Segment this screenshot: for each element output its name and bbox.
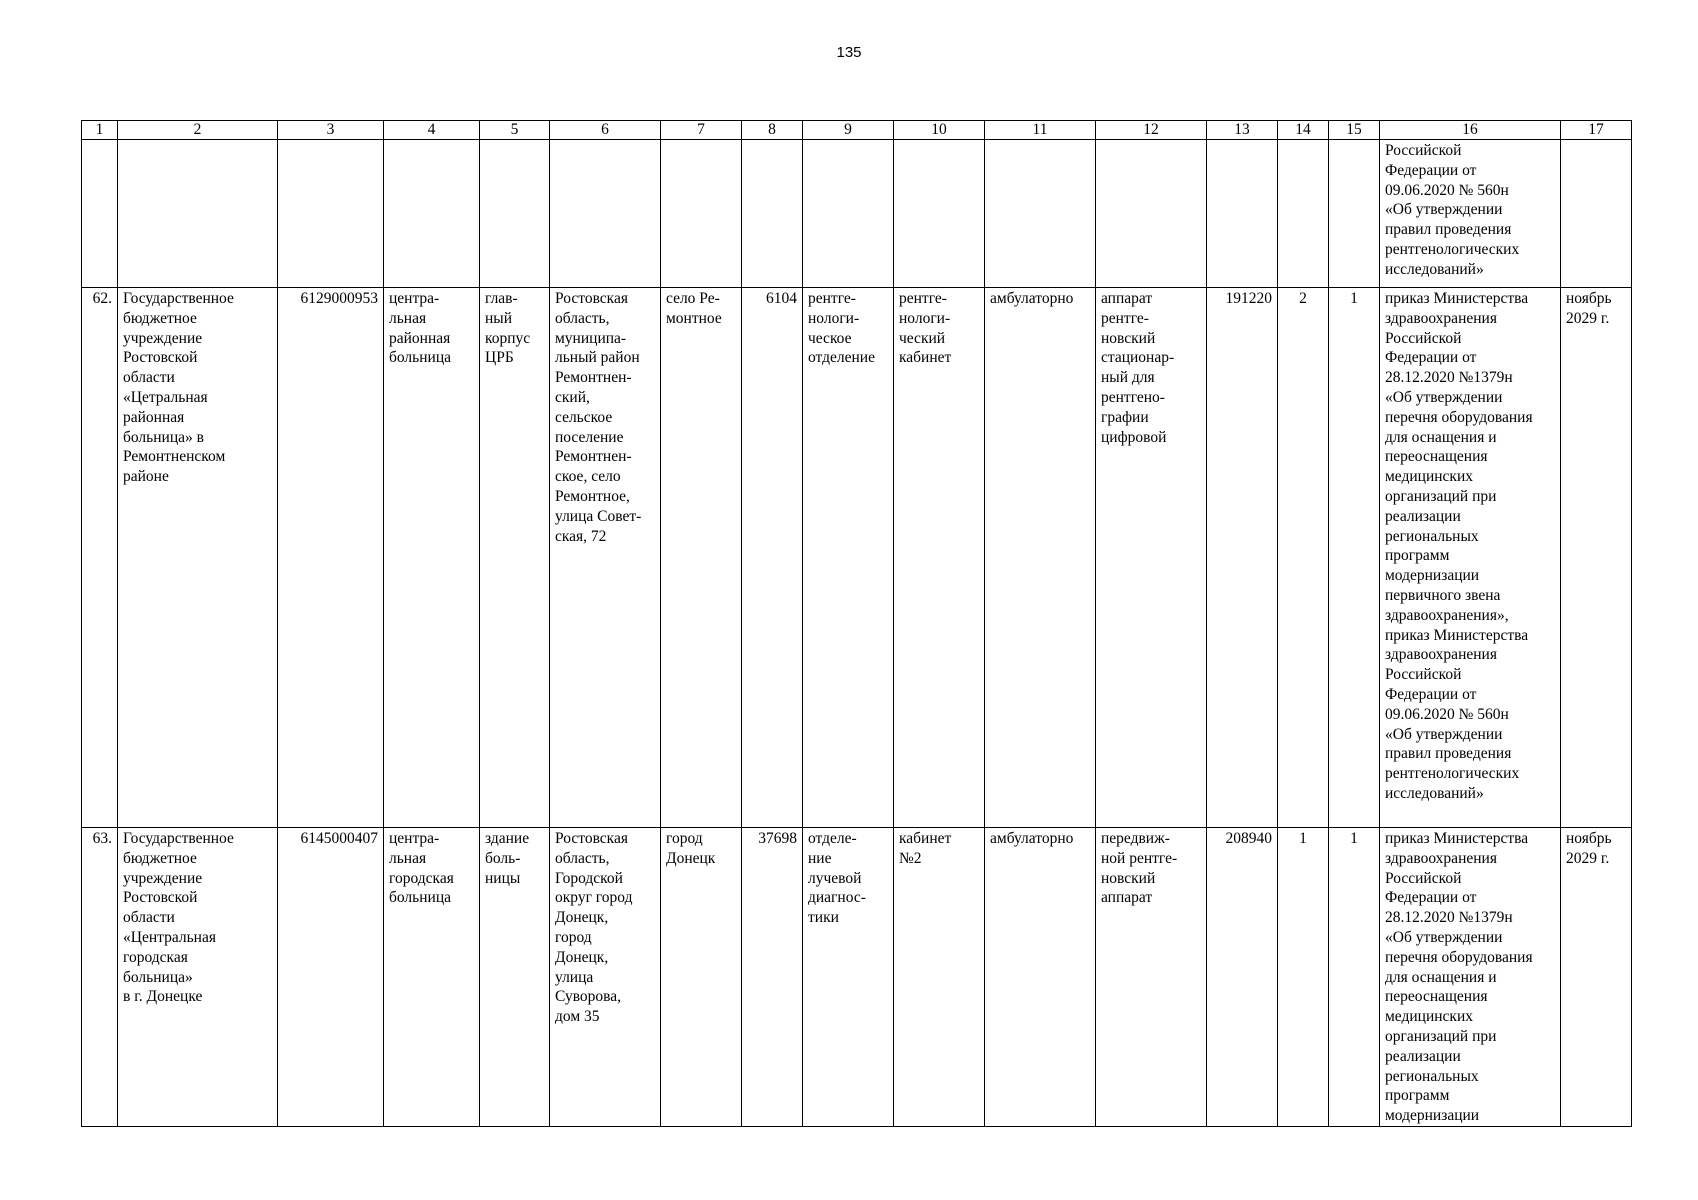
cell-line: ческий bbox=[899, 329, 946, 347]
cell-line: корпус bbox=[485, 329, 531, 347]
cell-line: ный для bbox=[1101, 369, 1155, 387]
cell-line: ние bbox=[808, 849, 832, 867]
cell-line: учреждение bbox=[123, 869, 203, 887]
cell-line: кабинет bbox=[899, 349, 952, 367]
cell-line: 28.12.2020 №1379н bbox=[1385, 909, 1513, 927]
cell-line: Суворова, bbox=[555, 988, 622, 1006]
cell-line: районе bbox=[123, 468, 169, 486]
cell-line: Ремонтнен- bbox=[555, 369, 632, 387]
cell-line: здравоохранения bbox=[1385, 646, 1497, 664]
cell-line: ноябрь bbox=[1566, 830, 1612, 847]
cell-line: Государственное bbox=[123, 830, 234, 847]
cell-line: город bbox=[666, 830, 703, 847]
cell-line: Городской bbox=[555, 869, 623, 887]
cell-line: Федерации от bbox=[1385, 349, 1477, 367]
cell-line: программ bbox=[1385, 1087, 1450, 1105]
cell-count bbox=[1329, 140, 1380, 288]
cell-line: №2 bbox=[899, 849, 922, 867]
cell-line: новский bbox=[1101, 329, 1156, 347]
cell-line: муниципа- bbox=[555, 329, 627, 347]
cell-line: город bbox=[555, 928, 592, 946]
cell-line: нологи- bbox=[808, 309, 860, 327]
cell-line: Ремонтнен- bbox=[555, 448, 632, 466]
cell-department bbox=[803, 828, 894, 1127]
cell-line: 6104 bbox=[766, 290, 797, 307]
cell-line: 1 bbox=[1350, 290, 1358, 307]
cell-line: «Центральная bbox=[123, 928, 216, 946]
cell-address bbox=[550, 140, 661, 288]
cell-line: ческое bbox=[808, 329, 852, 347]
cell-line: дом 35 bbox=[555, 1008, 600, 1026]
cell-line: село Ре- bbox=[666, 290, 720, 307]
cell-count bbox=[1329, 828, 1380, 1127]
cell-line: «Об утверждении bbox=[1385, 928, 1503, 946]
cell-building bbox=[480, 288, 550, 828]
cell-department bbox=[803, 288, 894, 828]
cell-line: ноябрь bbox=[1566, 290, 1612, 307]
cell-line: рентге- bbox=[1101, 309, 1149, 327]
cell-line: перечня оборудования bbox=[1385, 408, 1533, 426]
cell-line: Российской bbox=[1385, 666, 1462, 684]
cell-locality bbox=[661, 828, 742, 1127]
cell-institution-type bbox=[384, 288, 480, 828]
cell-line: учреждение bbox=[123, 329, 203, 347]
cell-line: улица Совет- bbox=[555, 507, 642, 525]
cell-line: приказ Министерства bbox=[1385, 626, 1529, 644]
cell-address bbox=[550, 828, 661, 1127]
cell-line: 09.06.2020 № 560н bbox=[1385, 705, 1509, 723]
column-header: 14 bbox=[1278, 121, 1329, 140]
cell-line: Донецк, bbox=[555, 948, 609, 966]
column-header: 10 bbox=[894, 121, 985, 140]
cell-quantity bbox=[1278, 828, 1329, 1127]
table-row bbox=[82, 828, 1632, 1127]
cell-line: приказ Министерства bbox=[1385, 830, 1529, 847]
column-header: 2 bbox=[118, 121, 278, 140]
cell-institution-type bbox=[384, 140, 480, 288]
cell-line: аппарат bbox=[1101, 290, 1153, 307]
cell-line: амбулаторно bbox=[990, 290, 1074, 307]
column-header: 3 bbox=[278, 121, 384, 140]
cell-line: ский, bbox=[555, 388, 590, 406]
cell-line: глав- bbox=[485, 290, 518, 307]
cell-line: для оснащения и bbox=[1385, 428, 1497, 446]
cell-line: 6129000953 bbox=[300, 290, 378, 307]
cell-line: улица bbox=[555, 968, 594, 986]
cell-line: 191220 bbox=[1225, 290, 1272, 307]
cell-line: Российской bbox=[1385, 142, 1462, 159]
cell-equipment bbox=[1096, 828, 1207, 1127]
cell-line: сельское bbox=[555, 408, 613, 426]
cell-equipment bbox=[1096, 140, 1207, 288]
cell-line: льная bbox=[389, 849, 427, 867]
cell-line: ный bbox=[485, 309, 513, 327]
cell-line: здание bbox=[485, 830, 530, 847]
cell-institution-name bbox=[118, 828, 278, 1127]
cell-line: реализации bbox=[1385, 507, 1461, 525]
cell-line: районная bbox=[389, 329, 451, 347]
cell-line: 2029 г. bbox=[1566, 849, 1610, 867]
cell-line: здравоохранения», bbox=[1385, 606, 1509, 624]
cell-deadline bbox=[1561, 828, 1632, 1127]
column-header: 9 bbox=[803, 121, 894, 140]
cell-institution-type bbox=[384, 828, 480, 1127]
cell-line: 2029 г. bbox=[1566, 309, 1610, 327]
cell-line: 28.12.2020 №1379н bbox=[1385, 369, 1513, 387]
cell-line: ЦРБ bbox=[485, 349, 514, 367]
cell-line: монтное bbox=[666, 309, 722, 327]
cell-line: кабинет bbox=[899, 830, 952, 847]
cell-line: Донецк, bbox=[555, 909, 609, 927]
cell-count bbox=[1329, 288, 1380, 828]
cell-line: тики bbox=[808, 909, 839, 927]
cell-line: больница bbox=[389, 889, 451, 907]
cell-line: поселение bbox=[555, 428, 624, 446]
cell-population bbox=[742, 288, 803, 828]
cell-line: медицинских bbox=[1385, 1008, 1474, 1026]
cell-line: правил проведения bbox=[1385, 745, 1512, 763]
cell-line: ская, 72 bbox=[555, 527, 607, 545]
cell-deadline bbox=[1561, 288, 1632, 828]
cell-line: правил проведения bbox=[1385, 221, 1512, 239]
cell-line: бюджетное bbox=[123, 849, 197, 867]
cell-line: здравоохранения bbox=[1385, 309, 1497, 327]
cell-quantity bbox=[1278, 140, 1329, 288]
page-number: 135 bbox=[836, 44, 862, 61]
cell-line: «Об утверждении bbox=[1385, 388, 1503, 406]
column-header: 8 bbox=[742, 121, 803, 140]
cell-line: 63. bbox=[92, 830, 112, 847]
cell-legal-basis bbox=[1380, 140, 1561, 288]
cell-legal-basis bbox=[1380, 288, 1561, 828]
cell-population bbox=[742, 140, 803, 288]
cell-line: цифровой bbox=[1101, 428, 1167, 446]
cell-line: 1 bbox=[1299, 830, 1307, 847]
cell-line: область, bbox=[555, 309, 610, 327]
cell-line: переоснащения bbox=[1385, 988, 1488, 1006]
cell-room bbox=[894, 288, 985, 828]
cell-line: лучевой bbox=[808, 869, 862, 887]
cell-line: льный район bbox=[555, 349, 640, 367]
cell-line: рентге- bbox=[899, 290, 947, 307]
cell-line: 09.06.2020 № 560н bbox=[1385, 181, 1509, 199]
table-row bbox=[82, 140, 1632, 288]
cell-line: Федерации от bbox=[1385, 685, 1477, 703]
cell-line: программ bbox=[1385, 547, 1450, 565]
cell-line: область, bbox=[555, 849, 610, 867]
cell-line: Ремонтное, bbox=[555, 487, 630, 505]
cell-building bbox=[480, 828, 550, 1127]
cell-line: рентге- bbox=[808, 290, 856, 307]
cell-institution-name bbox=[118, 140, 278, 288]
cell-line: «Цетральная bbox=[123, 388, 208, 406]
cell-line: аппарат bbox=[1101, 889, 1153, 907]
cell-line: центра- bbox=[389, 290, 440, 307]
cell-line: организаций при bbox=[1385, 1027, 1497, 1045]
cell-quantity bbox=[1278, 288, 1329, 828]
cell-line: здравоохранения bbox=[1385, 849, 1497, 867]
cell-department bbox=[803, 140, 894, 288]
cell-inn bbox=[278, 288, 384, 828]
cell-line: графии bbox=[1101, 408, 1149, 426]
cell-line: стационар- bbox=[1101, 349, 1175, 367]
column-header: 11 bbox=[985, 121, 1096, 140]
cell-line: льная bbox=[389, 309, 427, 327]
cell-line: Федерации от bbox=[1385, 889, 1477, 907]
cell-line: 2 bbox=[1299, 290, 1307, 307]
cell-line: 208940 bbox=[1225, 830, 1272, 847]
cell-line: «Об утверждении bbox=[1385, 725, 1503, 743]
cell-row-number bbox=[82, 288, 118, 828]
cell-line: отделение bbox=[808, 349, 875, 367]
cell-care-mode bbox=[985, 288, 1096, 828]
cell-line: городская bbox=[123, 948, 188, 966]
cell-line: городская bbox=[389, 869, 454, 887]
cell-row-number bbox=[82, 828, 118, 1127]
cell-line: ной рентге- bbox=[1101, 849, 1178, 867]
cell-line: рентгенологических bbox=[1385, 765, 1520, 783]
cell-line: перечня оборудования bbox=[1385, 948, 1533, 966]
cell-care-mode bbox=[985, 140, 1096, 288]
cell-line: 37698 bbox=[758, 830, 797, 847]
cell-care-mode bbox=[985, 828, 1096, 1127]
cell-locality bbox=[661, 288, 742, 828]
cell-line: модернизации bbox=[1385, 567, 1480, 585]
column-header: 17 bbox=[1561, 121, 1632, 140]
cell-line: организаций при bbox=[1385, 487, 1497, 505]
cell-line: региональных bbox=[1385, 1067, 1479, 1085]
cell-line: 62. bbox=[92, 290, 112, 307]
cell-line: Ростовская bbox=[555, 830, 628, 847]
cell-cost bbox=[1207, 288, 1278, 828]
cell-line: бюджетное bbox=[123, 309, 197, 327]
cell-line: районная bbox=[123, 408, 185, 426]
cell-line: Российской bbox=[1385, 329, 1462, 347]
cell-line: области bbox=[123, 369, 175, 387]
cell-line: модернизации bbox=[1385, 1107, 1480, 1125]
cell-building bbox=[480, 140, 550, 288]
table-row bbox=[82, 288, 1632, 828]
cell-line: центра- bbox=[389, 830, 440, 847]
cell-line: амбулаторно bbox=[990, 830, 1074, 847]
cell-line: переоснащения bbox=[1385, 448, 1488, 466]
cell-line: Государственное bbox=[123, 290, 234, 307]
cell-cost bbox=[1207, 828, 1278, 1127]
cell-locality bbox=[661, 140, 742, 288]
cell-line: больница» bbox=[123, 968, 193, 986]
cell-address bbox=[550, 288, 661, 828]
cell-deadline bbox=[1561, 140, 1632, 288]
column-header: 16 bbox=[1380, 121, 1561, 140]
column-header: 15 bbox=[1329, 121, 1380, 140]
column-header: 5 bbox=[480, 121, 550, 140]
cell-line: исследований» bbox=[1385, 260, 1484, 278]
column-header: 4 bbox=[384, 121, 480, 140]
cell-line: Ростовской bbox=[123, 889, 198, 907]
cell-line: отделе- bbox=[808, 830, 857, 847]
cell-equipment bbox=[1096, 288, 1207, 828]
cell-institution-name bbox=[118, 288, 278, 828]
cell-line: Донецк bbox=[666, 849, 716, 867]
cell-line: области bbox=[123, 909, 175, 927]
cell-room bbox=[894, 828, 985, 1127]
cell-line: боль- bbox=[485, 849, 521, 867]
cell-line: больница» в bbox=[123, 428, 204, 446]
cell-line: исследований» bbox=[1385, 784, 1484, 802]
cell-line: больница bbox=[389, 349, 451, 367]
cell-cost bbox=[1207, 140, 1278, 288]
cell-line: новский bbox=[1101, 869, 1156, 887]
cell-inn bbox=[278, 140, 384, 288]
cell-line: Ростовской bbox=[123, 349, 198, 367]
cell-line: «Об утверждении bbox=[1385, 201, 1503, 219]
cell-line: ское, село bbox=[555, 468, 621, 486]
cell-line: Ремонтненском bbox=[123, 448, 226, 466]
cell-line: Федерации от bbox=[1385, 161, 1477, 179]
cell-line: рентгенологических bbox=[1385, 240, 1520, 258]
cell-line: округ город bbox=[555, 889, 633, 907]
cell-line: в г. Донецке bbox=[123, 988, 203, 1006]
cell-row-number bbox=[82, 140, 118, 288]
cell-line: ницы bbox=[485, 869, 521, 887]
cell-line: Ростовская bbox=[555, 290, 628, 307]
cell-line: реализации bbox=[1385, 1047, 1461, 1065]
column-header-row bbox=[82, 121, 1632, 140]
cell-population bbox=[742, 828, 803, 1127]
cell-line: рентгено- bbox=[1101, 388, 1165, 406]
cell-line: Российской bbox=[1385, 869, 1462, 887]
cell-line: нологи- bbox=[899, 309, 951, 327]
registry-table bbox=[81, 120, 1632, 1127]
cell-line: приказ Министерства bbox=[1385, 290, 1529, 307]
column-header: 13 bbox=[1207, 121, 1278, 140]
cell-legal-basis bbox=[1380, 828, 1561, 1127]
cell-line: 1 bbox=[1350, 830, 1358, 847]
cell-line: передвиж- bbox=[1101, 830, 1170, 847]
column-header: 6 bbox=[550, 121, 661, 140]
cell-line: диагнос- bbox=[808, 889, 866, 907]
cell-line: для оснащения и bbox=[1385, 968, 1497, 986]
cell-line: медицинских bbox=[1385, 468, 1474, 486]
column-header: 7 bbox=[661, 121, 742, 140]
cell-inn bbox=[278, 828, 384, 1127]
column-header: 1 bbox=[82, 121, 118, 140]
column-header: 12 bbox=[1096, 121, 1207, 140]
cell-room bbox=[894, 140, 985, 288]
cell-line: первичного звена bbox=[1385, 586, 1501, 604]
cell-line: региональных bbox=[1385, 527, 1479, 545]
cell-line: 6145000407 bbox=[300, 830, 378, 847]
